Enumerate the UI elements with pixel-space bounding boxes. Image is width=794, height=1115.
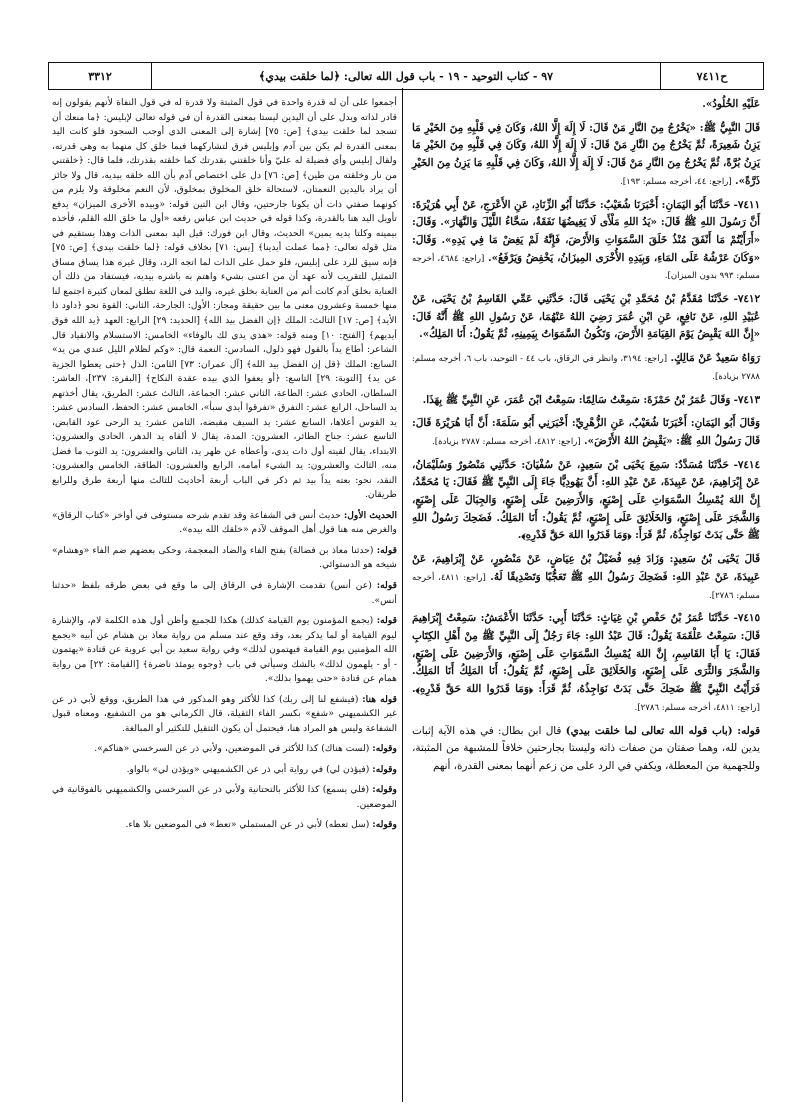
column-divider (402, 88, 403, 1102)
commentary-paragraph: أجمعوا على أن له قدرة واحدة في قول المثبتة ولا قدرة له في قول النفاة لأنهم يقولون إنه قادر لذاته ويدل على أن اليدين ليستا بمعنى القدرة أن في قوله تعالى لإبليس: ﴿ما منعك أن تسجد لما خلقت بيدي﴾ [ص: ٧٥] إشارة إلى المعنى الذي أوجب السجود فلو كانت اليد بمعنى القدرة لم يكن بين آدم وإبليس فرق لتشاركهما فيما خلق كل منهما به وهي قدرته، ولقال إبليس وأي فضيلة له عليّ وأنا خلقتني بقدرتك كما خلقته بقدرتك، فلما قال: ﴿خلقتني من نار وخلقته من طين﴾ [ص: ٧٦] دل على اختصاص آدم بأن الله خلقه بيديه، قال ولا جائز أن يراد باليدين النعمتان، لاستحالة خلق المخلوق بمخلوق، لأن النعم مخلوقة ولا يلزم من كونهما صفتي ذات أن يكونا جارحتين، وقال ابن التين قوله: «وبيده الأخرى الميزان» يدفع تأويل اليد هنا بالقدرة، وكذا قوله في حديث ابن عباس رفعه «أول ما خلق الله القلم، فأخذه بيمينه وكلتا يديه يمين» الحديث، وقال ابن فورك: قيل اليد بمعنى الذات وهذا يستقيم في مثل قوله تعالى: ﴿مما عملت أيدينا﴾ [يس: ٧١] بخلاف قوله: ﴿لما خلقت بيدي﴾ [ص: ٧٥] فإنه سيق للرد على إبليس، فلو حمل على الذات لما اتجه الرد، وقال غيره هذا يساق مساق التمثيل للتقريب لأنه عهد أن من اعتنى بشيء واهتم به باشره بيديه، فيستفاد من ذلك أن العناية بخلق آدم كانت أتم من العناية بخلق غيره، واليد في اللغة تطلق لمعان كثيرة اجتمع لنا منها خمسة وعشرون معنى ما بين حقيقة ومجاز: الأول: الجارحة، الثاني: القوة نحو ﴿داود ذا الأيد﴾ [ص: ١٧] الثالث: الملك ﴿إن الفضل بيد الله﴾ [الحديد: ٢٩] الرابع: العهد ﴿يد الله فوق أيديهم﴾ [الفتح: ١٠] ومنه قوله: «هذي يدي لك بالوفاء» الخامس: الاستسلام والانقياد قال الشاعر: أطاع يداً بالقول فهو ذلول، السادس: النعمة قال: «وكم لظلام الليل عندي من يد» السابع: الملك ﴿قل إن الفضل بيد الله﴾ [آل عمران: ٧٣] الثامن: الذل ﴿حتى يعطوا الجزية عن يد﴾ [التوبة: ٢٩] التاسع: ﴿أو يعفوا الذي بيده عقدة النكاح﴾ [البقرة: ٢٣٧]، العاشر: السلطان، الحادي عشر: الطاعة، الثاني عشر: الجماعة، الثالث عشر: الطريق، يقال أخذتهم يد الساحل، الرابع عشر: التفرق «تفرقوا أيدي سبأ»، الخامس عشر: الحفظ، السادس عشر: يد القوس أعلاها، السابع عشر: يد السيف مقبضه، الثامن عشر: يد الرحى عود القابض، التاسع عشر: جناح الطائر، العشرون: المدة، يقال لا ألقاه يد الدهر، الحادي والعشرون: الابتداء، يقال لقيته أول ذات يدي، وأعطاه عن ظهر يد، الثاني والعشرون: يد الثوب ما فضل منه، الثالث والعشرون: يد الشيء أمامه، الرابع والعشرون: الطاقة، الخامس والعشرون: النقد، نحو: بعته يداً بيد ثم ذكر في الباب أربعة أحاديث للثالث منها أربعة طرق وللرابع طريقان. (52, 97, 397, 501)
hadith-text: قَالَ يَحْيَى بْنُ سَعِيدٍ: وَزَادَ فِيهِ فُضَيْلُ بْنُ عِيَاضٍ، عَنْ مَنْصُورٍ، عَنْ إِبْرَاهِيمَ، عَنْ عَبِيدَةَ، عَنْ عَبْدِ اللهِ: فَضَحِكَ رَسُولُ اللهِ ﷺ تَعَجُّبًا وَتَصْدِيقًا لَهُ. [راجع: ٤٨١١، أخرجه مسلم: ٢٧٨٦]. (412, 553, 761, 601)
commentary-paragraph: وقوله: (فيؤذن لي) في رواية أبي ذر عن الكشميهني «ويؤذن لي» بالواو. (126, 763, 397, 775)
commentary-paragraph: قوله: (عن أنس) تقدمت الإشارة في الرقاق إلى ما وقع في بعض طرقه بلفظ «حدثنا أنس». (52, 580, 397, 606)
hadith-text: رَوَاهُ سَعِيدٌ عَنْ مَالِكٍ. [راجع: ٣١٩٤، وانظر في الرقاق، باب ٤٤ - التوحيد، باب ٦، أخرجه مسلم: ٢٧٨٨ بزيادة]. (412, 352, 760, 382)
commentary-paragraph: وقوله: (سل تعطه) لأبي ذر عن المستملي «تعط» في الموضعين بلا هاء. (125, 819, 397, 831)
hadith-column (412, 96, 760, 782)
commentary-paragraph: قوله: (باب قوله الله تعالى لما خلقت بيدي) قال ابن بطال: في هذه الآية إثبات يدين لله، وهما صفتان من صفات ذاته وليستا بجارحتين خلافاً للمشبهة من المثبتة، وللجهمية من المعطلة، ويكفي في الرد على من زعم أنهما بمعنى القدرة، أنهم (412, 724, 760, 772)
hadith-7412: ٧٤١٢- حَدَّثَنَا مُقَدَّمُ بْنُ مُحَمَّدِ بْنِ يَحْيَى قَالَ: حَدَّثَنِي عَمِّي القَاسِمُ بْنُ يَحْيَى، عَنْ عُبَيْدِ اللهِ، عَنْ نَافِعٍ، عَنِ ابْنِ عُمَرَ رَضِيَ اللهُ عَنْهُمَا، عَنْ رَسُولِ اللهِ ﷺ أَنَّهُ قَالَ: «إِنَّ اللهَ يَقْبِضُ يَوْمَ القِيَامَةِ الأَرْضَ، وَتَكُونُ السَّمَوَاتُ بِيَمِينِهِ، ثُمَّ يَقُولُ: أَنَا المَلِكُ». (412, 293, 760, 341)
running-title: ٩٧ - كتاب التوحيد - ١٩ - باب قول الله تعالى: ﴿لما خلقت بيدي﴾ (258, 69, 554, 83)
book-page (48, 62, 764, 1102)
hadith-range: ح٧٤١١ (660, 63, 763, 89)
page-header (48, 62, 764, 90)
hadith-7411: ٧٤١١- حَدَّثَنَا أَبُو اليَمَانِ: أَخْبَرَنَا شُعَيْبٌ: حَدَّثَنَا أَبُو الزِّنَادِ، عَنِ الأَعْرَجِ، عَنْ أَبِي هُرَيْرَةَ: أَنَّ رَسُولَ اللهِ ﷺ قَالَ: «يَدُ اللهِ مَلْأَى لَا يَغِيضُهَا نَفَقَةٌ، سَحَّاءُ اللَّيْلَ وَالنَّهَارَ». وَقَالَ: «أَرَأَيْتُمْ مَا أَنْفَقَ مُنْذُ خَلَقَ السَّمَوَاتِ وَالأَرْضَ، فَإِنَّهُ لَمْ يَغِضْ مَا فِي يَدِهِ». وَقَالَ: «وَكَانَ عَرْشُهُ عَلَى المَاءِ، وَبِيَدِهِ الأُخْرَى المِيزَانُ، يَخْفِضُ وَيَرْفَعُ». [راجع: ٤٦٨٤، أخرجه مسلم: ٩٩٣ بدون الميزان]. (412, 198, 761, 282)
hadith-7414: ٧٤١٤- حَدَّثَنَا مُسَدَّدٌ: سَمِعَ يَحْيَى بْنَ سَعِيدٍ، عَنْ سُفْيَانَ: حَدَّثَنِي مَنْصُورٌ وَسُلَيْمَانُ، عَنْ إِبْرَاهِيمَ، عَنْ عَبِيدَةَ، عَنْ عَبْدِ اللهِ: أَنَّ يَهُودِيًّا جَاءَ إِلَى النَّبِيِّ ﷺ فَقَالَ: يَا مُحَمَّدُ، إِنَّ اللهَ يُمْسِكُ السَّمَوَاتِ عَلَى إِصْبَعٍ، وَالأَرَضِينَ عَلَى إِصْبَعٍ، وَالجِبَالَ عَلَى إِصْبَعٍ، وَالشَّجَرَ عَلَى إِصْبَعٍ، وَالخَلَائِقَ عَلَى إِصْبَعٍ، ثُمَّ يَقُولُ: أَنَا المَلِكُ. فَضَحِكَ رَسُولُ اللهِ ﷺ حَتَّى بَدَتْ نَوَاجِذُهُ، ثُمَّ قَرَأَ: ﴿وَمَا قَدَرُوا اللهَ حَقَّ قَدْرِهِ﴾. (412, 458, 760, 542)
commentary-paragraph: وقوله: (لست هناك) كذا للأكثر في الموضعين، ولأبي ذر عن السرخسي «هناكم». (94, 743, 397, 755)
hadith-text: وَقَالَ أَبُو اليَمَانِ: أَخْبَرَنَا شُعَيْبٌ، عَنِ الزُّهْرِيِّ: أَخْبَرَنِي أَبُو سَلَمَةَ: أَنَّ أَبَا هُرَيْرَةَ قَالَ: قَالَ رَسُولُ اللهِ ﷺ: «يَقْبِضُ اللهُ الأَرْضَ». [راجع: ٤٨١٢، أخرجه مسلم: ٢٧٨٧ بزيادة]. (412, 417, 760, 447)
page-number: ٣٣١٢ (49, 63, 152, 89)
commentary-paragraph: قوله: (حدثنا معاذ بن فضالة) بفتح الفاء والضاد المعجمة، وحكى بعضهم ضم الفاء «وهشام» شيخه هو الدستوائي. (52, 544, 397, 571)
hadith-text: عَلَيْهِ الخُلُودُ». (702, 98, 760, 110)
commentary-paragraph: الحديث الأول: حديث أنس في الشفاعة وقد تقدم شرحه مستوفى في أواخر «كتاب الرقاق» والغرض منه هنا قول أهل الموقف لآدم «خلقك الله بيده». (52, 509, 398, 536)
commentary-paragraph: قوله: (يجمع المؤمنون يوم القيامة كذلك) هكذا للجميع وأظن أول هذه الكلمة لام، والإشارة ليوم القيامة أو لما يذكر بعد، وقد وقع عند مسلم من رواية معاذ بن هشام عن أبيه «يجمع الله المؤمنين يوم القيامة فيهتمون لذلك» وفي رواية سعيد بن أبي عروبة عن قتادة «يهتمون - أو - يلهمون لذلك» بالشك وسيأتي في باب ﴿وجوه يومئذ ناضرة﴾ [القيامة: ٢٢] من رواية همام عن قتادة «حتى يهموا بذلك». (52, 615, 398, 685)
commentary-paragraph: قوله هنا: (فيشفع لنا إلى ربك) كذا للأكثر وهو المذكور في هذا الطريق، ووقع لأبي ذر عن غير الكشميهني «شفع» بكسر الفاء الثقيلة، قال الكرماني هو من التشفيع، ومعناه قبول الشفاعة وليس هو المراد هنا، فيحتمل أن يكون التثقيل للتكثير أو المبالغة. (52, 693, 398, 734)
commentary-column (52, 96, 397, 839)
hadith-7415: ٧٤١٥- حَدَّثَنَا عُمَرُ بْنُ حَفْصِ بْنِ غِيَاثٍ: حَدَّثَنَا أَبِي: حَدَّثَنَا الأَعْمَشُ: سَمِعْتُ إِبْرَاهِيمَ قَالَ: سَمِعْتُ عَلْقَمَةَ يَقُولُ: قَالَ عَبْدُ اللهِ: جَاءَ رَجُلٌ إِلَى النَّبِيِّ ﷺ مِنْ أَهْلِ الكِتَابِ فَقَالَ: يَا أَبَا القَاسِمِ، إِنَّ اللهَ يُمْسِكُ السَّمَوَاتِ عَلَى إِصْبَعٍ، وَالأَرَضِينَ عَلَى إِصْبَعٍ، وَالشَّجَرَ وَالثَّرَى عَلَى إِصْبَعٍ، وَالخَلَائِقَ عَلَى إِصْبَعٍ، ثُمَّ يَقُولُ: أَنَا المَلِكُ أَنَا المَلِكُ. فَرَأَيْتُ النَّبِيَّ ﷺ ضَحِكَ حَتَّى بَدَتْ نَوَاجِذُهُ، ثُمَّ قَرَأَ: ﴿وَمَا قَدَرُوا اللهَ حَقَّ قَدْرِهِ﴾. [راجع: ٤٨١١، أخرجه مسلم: ٢٧٨٦]. (412, 612, 760, 713)
hadith-text: قَالَ النَّبِيُّ ﷺ: «يَخْرُجُ مِنَ النَّارِ مَنْ قَالَ: لَا إِلَهَ إِلَّا اللهُ، وَكَانَ فِي قَلْبِهِ مِنَ الخَيْرِ مَا يَزِنُ شَعِيرَةً، ثُمَّ يَخْرُجُ مِنَ النَّارِ مَنْ قَالَ: لَا إِلَهَ إِلَّا اللهُ، وَكَانَ فِي قَلْبِهِ مِنَ الخَيْرِ مَا يَزِنُ بُرَّةً، ثُمَّ يَخْرُجُ مِنَ النَّارِ مَنْ قَالَ: لَا إِلَهَ إِلَّا اللهُ، وَكَانَ فِي قَلْبِهِ مَا يَزِنُ مِنَ الخَيْرِ ذَرَّةً». [راجع: ٤٤، أخرجه مسلم: ١٩٣]. (412, 121, 760, 187)
commentary-paragraph: وقوله: (فلي يسمع) كذا للأكثر بالتحتانية ولأبي ذر عن السرخسي والكشميهني بالفوقانية في الموضعين. (52, 784, 397, 810)
hadith-7413: ٧٤١٣- وَقَالَ عُمَرُ بْنُ حَمْزَةَ: سَمِعْتُ سَالِمًا: سَمِعْتُ ابْنَ عُمَرَ، عَنِ النَّبِيِّ ﷺ بِهَذَا. (422, 393, 760, 406)
